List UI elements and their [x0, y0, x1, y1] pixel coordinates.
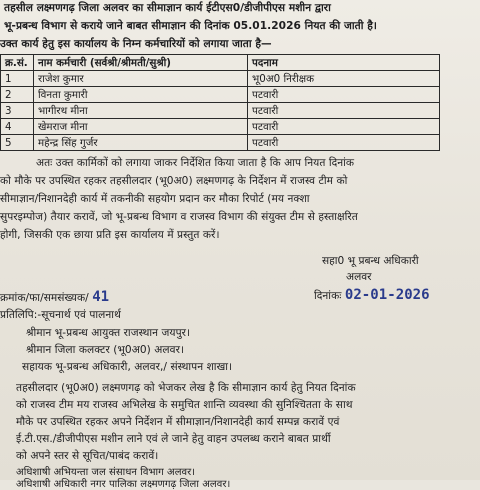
signature-title: सहा0 भू प्रबन्ध अधिकारी: [322, 255, 419, 267]
table-cell-name: भागीरथ मीना: [34, 103, 248, 119]
table-cell-name: राजेश कुमार: [34, 71, 248, 87]
copy-recipient-1: श्रीमान भू-प्रबन्ध आयुक्त राजस्थान जयपुर।: [26, 327, 191, 339]
table-cell-designation: पटवारी: [248, 119, 440, 135]
table-row: [1, 135, 440, 151]
header-line-1: तहसील लक्ष्मणगढ़ जिला अलवर का सीमाज्ञान कार्य ईटीएस0/डीजीपीएस मशीन द्वारा: [4, 2, 331, 14]
dispatch-date-value: 02-01-2026: [344, 287, 430, 303]
dispatch-date-label: दिनांकः: [314, 290, 342, 302]
dispatch-date: [314, 287, 430, 303]
table-cell-designation: पटवारी: [248, 87, 440, 103]
table-cell-name: विनता कुमारी: [34, 87, 248, 103]
header-line-2: भू-प्रबन्ध विभाग से कराये जाने बाबत सीमाज्ञान की दिनांक 05.01.2026 नियत की जाती है।: [4, 20, 377, 32]
signature-place: अलवर: [346, 271, 372, 283]
table-row: [1, 71, 440, 87]
tehsildar-line-4: ई.टी.एस./डीजीपीएस मशीन लाने एवं ले जाने हेतु वाहन उपलब्ध कराने बाबत प्रार्थी: [16, 433, 331, 445]
tehsildar-line-2: को राजस्व टीम मय राजस्व अभिलेख के समुचित शान्ति व्यवस्था की सुनिश्चितता के साथ: [16, 399, 353, 411]
instruction-line-1: अतः उक्त कार्मिकों को लगाया जाकर निर्देशित किया जाता है कि आप नियत दिनांक: [36, 157, 355, 169]
instruction-line-5: होगी, जिसकी एक छाया प्रति इस कार्यालय में प्रस्तुत करें।: [0, 229, 220, 241]
instruction-line-4: सुपरइम्पोज) तैयार करावें, जो भू-प्रबन्ध विभाग व राजस्व विभाग की संयुक्त टीम से हस्ताक्षरित: [0, 211, 358, 223]
table-header-row: [1, 55, 440, 71]
dispatch-number: [0, 289, 109, 305]
header-line-3: उक्त कार्य हेतु इस कार्यालय के निम्न कर्मचारियों को लगाया जाता है—: [0, 38, 272, 50]
table-row: [1, 87, 440, 103]
instruction-line-3: सीमाज्ञान/निशानदेही कार्य में तकनीकी सहयोग प्रदान कर मौका रिपोर्ट (मय नक्शा: [0, 193, 310, 205]
copy-heading: प्रतिलिपि:-सूचनार्थ एवं पालनार्थ: [0, 309, 121, 321]
table-cell-sn: 1: [1, 71, 34, 87]
tehsildar-line-1: तहसीलदार (भू0अ0) लक्ष्मणगढ़ को भेजकर लेख है कि सीमाज्ञान कार्य हेतु नियत दिनांक: [16, 382, 356, 394]
copy-recipient-3: सहायक भू-प्रबन्ध अधिकारी, अलवर,/ संस्थापन शाखा।: [22, 361, 233, 373]
table-row: [1, 119, 440, 135]
table-cell-sn: 3: [1, 103, 34, 119]
tehsildar-line-5: को अपने स्तर से सूचित/पाबंद करावें।: [16, 450, 159, 462]
dispatch-number-label: क्रमांक/फा/समसंख्यक/: [0, 292, 89, 304]
table-cell-sn: 5: [1, 135, 34, 151]
dispatch-number-value: 41: [92, 289, 110, 305]
more-recipient-1: अधिशाषी अभियन्ता जल संसाधन विभाग अलवर।: [16, 467, 196, 478]
table-header-sn: क्र.सं.: [1, 55, 34, 71]
table-cell-name: खेमराज मीना: [34, 119, 248, 135]
instruction-line-2: को मौके पर उपस्थित रहकर तहसीलदार (भू0अ0) लक्ष्मणगढ़ के निर्देशन में राजस्व टीम को: [0, 175, 348, 187]
table-cell-designation: भू0अ0 निरीक्षक: [248, 71, 440, 87]
table-cell-name: महेन्द्र सिंह गुर्जर: [34, 135, 248, 151]
staff-table: [0, 54, 440, 151]
table-cell-designation: पटवारी: [248, 135, 440, 151]
copy-recipient-2: श्रीमान जिला कलक्टर (भू0अ0) अलवर।: [26, 344, 185, 356]
table-cell-designation: पटवारी: [248, 103, 440, 119]
table-cell-sn: 2: [1, 87, 34, 103]
table-header-name: नाम कर्मचारी (सर्वश्री/श्रीमती/सुश्री): [34, 55, 248, 71]
table-cell-sn: 4: [1, 119, 34, 135]
more-recipient-2: अधिशाषी अधिकारी नगर पालिका लक्ष्मणगढ़ जिला अलवर।: [16, 479, 231, 490]
table-header-designation: पदनाम: [248, 55, 440, 71]
table-row: [1, 103, 440, 119]
tehsildar-line-3: मौके पर उपस्थित रहकर अपने निर्देशन में सीमाज्ञान/निशानदेही कार्य सम्पन्न करावें एवं: [16, 416, 340, 428]
